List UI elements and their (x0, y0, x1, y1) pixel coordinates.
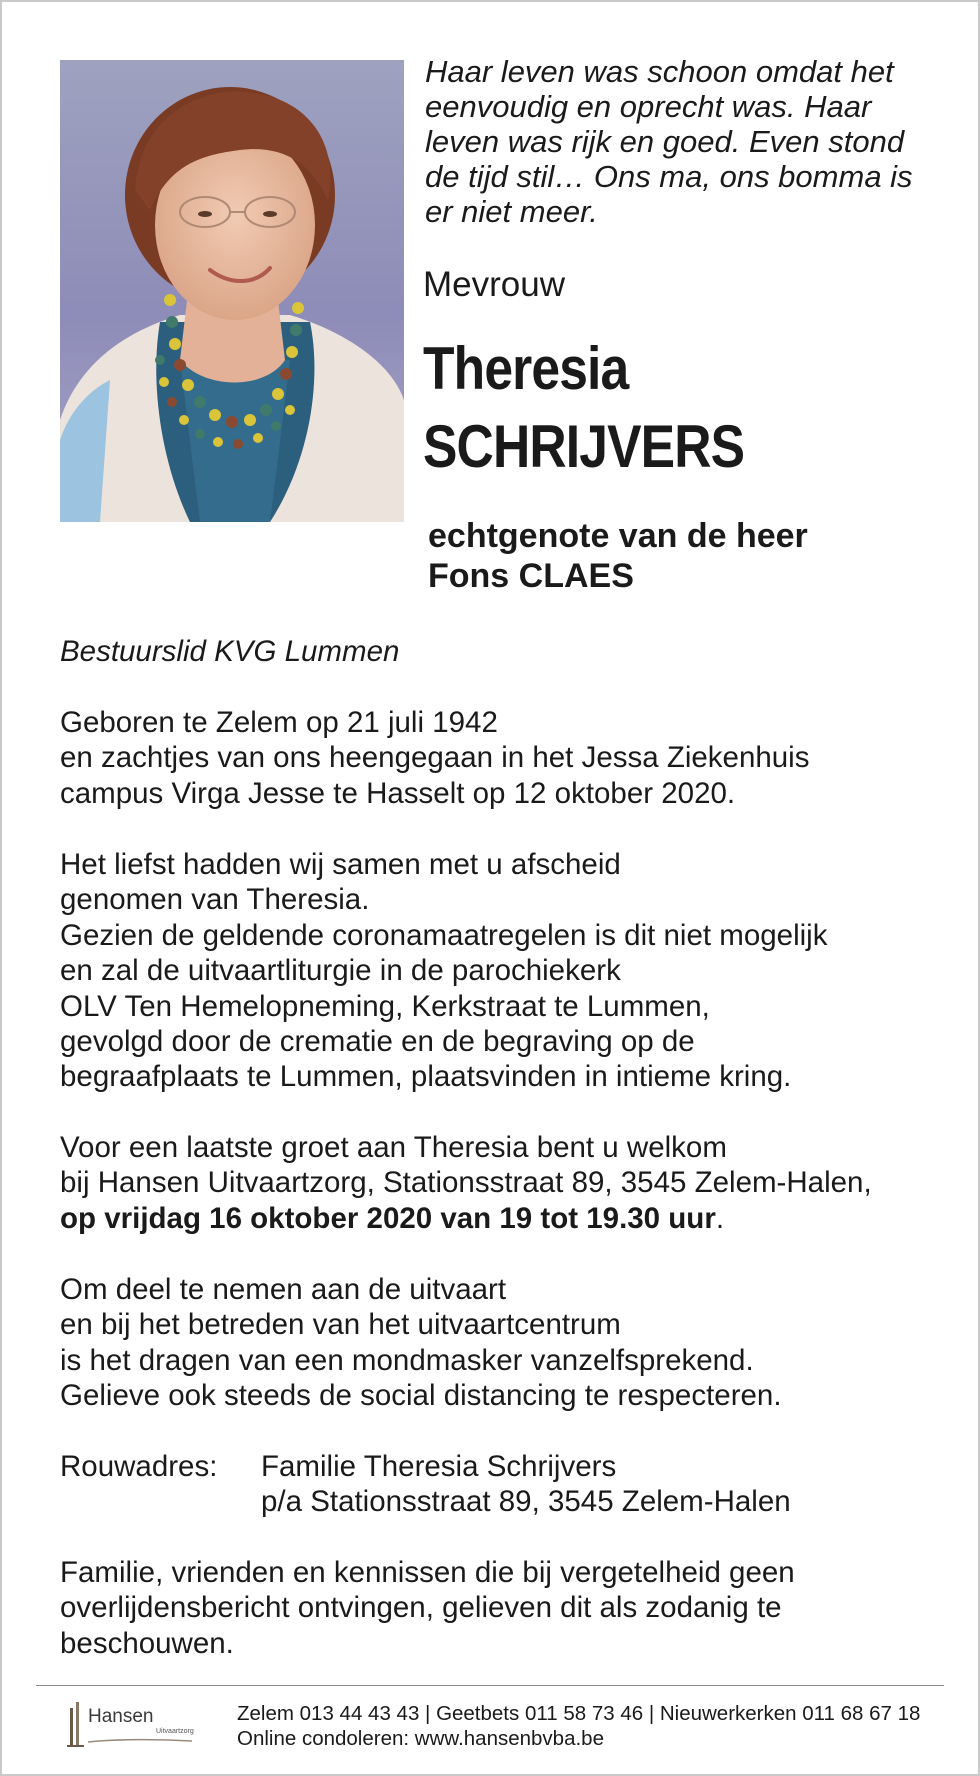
text-line: Familie, vrienden en kennissen die bij vergetelheid geen (60, 1556, 795, 1589)
text-line: Gelieve ook steeds de social distancing te respecteren. (60, 1379, 782, 1413)
address-line: Familie Theresia Schrijvers (261, 1450, 617, 1483)
text-line: OLV Ten Hemelopneming, Kerkstraat te Lummen, (60, 989, 710, 1023)
logo-name: Hansen (88, 1706, 154, 1727)
mask-paragraph (60, 1272, 950, 1414)
text-line: Geboren te Zelem op 21 juli 1942 (60, 706, 498, 739)
footer-divider (36, 1685, 944, 1686)
role (60, 634, 950, 669)
logo-subtitle: Uitvaartzorg (156, 1728, 194, 1735)
text-line: gevolgd door de crematie en de begraving op de (60, 1025, 695, 1059)
spouse-line: echtgenote van de heer (428, 517, 808, 555)
address-row (60, 1484, 950, 1519)
visitation-paragraph (60, 1130, 950, 1236)
text-line: is het dragen van een mondmasker vanzelfsprekend. (60, 1343, 754, 1377)
mourning-address (60, 1449, 950, 1520)
text-line: Het liefst hadden wij samen met u afscheid (60, 848, 621, 881)
period: . (715, 1201, 725, 1235)
deceased-first-name: Theresia (423, 335, 629, 402)
role-text: Bestuurslid KVG Lummen (60, 635, 400, 668)
text-line: genomen van Theresia. (60, 883, 370, 917)
visitation-time-line (60, 1201, 950, 1236)
logo-underline (88, 1738, 192, 1743)
address-line: p/a Stationsstraat 89, 3545 Zelem-Halen (261, 1485, 791, 1519)
memorial-quote: Haar leven was schoon omdat het eenvoudig en oprecht was. Haar leven was rijk en goed. Even stond de tijd stil… Ons ma, ons bomma is er niet meer. (425, 54, 913, 229)
address-row (60, 1449, 950, 1484)
closing-paragraph (60, 1555, 950, 1661)
footer-phones: Zelem 013 44 43 43 | Geetbets 011 58 73 46 | Nieuwerkerken 011 68 67 18 (237, 1702, 921, 1725)
visitation-time: op vrijdag 16 oktober 2020 van 19 tot 19.30 uur (60, 1201, 716, 1235)
portrait-image (60, 60, 404, 522)
footer-online-link[interactable]: Online condoleren: www.hansenbvba.be (237, 1727, 604, 1750)
text-line: Gezien de geldende coronamaatregelen is dit niet mogelijk (60, 918, 828, 952)
footer-contact (237, 1701, 920, 1751)
text-line: en bij het betreden van het uitvaartcentrum (60, 1308, 621, 1342)
text-line: bij Hansen Uitvaartzorg, Stationsstraat 89, 3545 Zelem-Halen, (60, 1166, 872, 1200)
text-line: en zachtjes van ons heengegaan in het Jessa Ziekenhuis (60, 741, 810, 775)
text-line: beschouwen. (60, 1626, 234, 1660)
deceased-last-name: SCHRIJVERS (423, 413, 745, 480)
text-line: Om deel te nemen aan de uitvaart (60, 1273, 507, 1306)
spouse-name: Fons CLAES (428, 557, 634, 595)
address-spacer (60, 1484, 261, 1519)
text-line: overlijdensbericht ontvingen, gelieven dit als zodanig te (60, 1591, 782, 1625)
text-line: campus Virga Jesse te Hasselt op 12 oktober 2020. (60, 776, 736, 810)
address-label: Rouwadres: (60, 1450, 218, 1483)
spouse-info (428, 516, 808, 596)
logo-mark-icon (64, 1700, 86, 1750)
birth-death-paragraph (60, 705, 950, 811)
text-line: begraafplaats te Lummen, plaatsvinden in intieme kring. (60, 1060, 792, 1094)
hansen-logo (64, 1700, 204, 1750)
text-line: en zal de uitvaartliturgie in de parochiekerk (60, 954, 621, 988)
portrait-photo (60, 60, 404, 522)
farewell-paragraph (60, 847, 950, 1095)
honorific: Mevrouw (423, 265, 565, 304)
text-line: Voor een laatste groet aan Theresia bent u welkom (60, 1131, 727, 1164)
